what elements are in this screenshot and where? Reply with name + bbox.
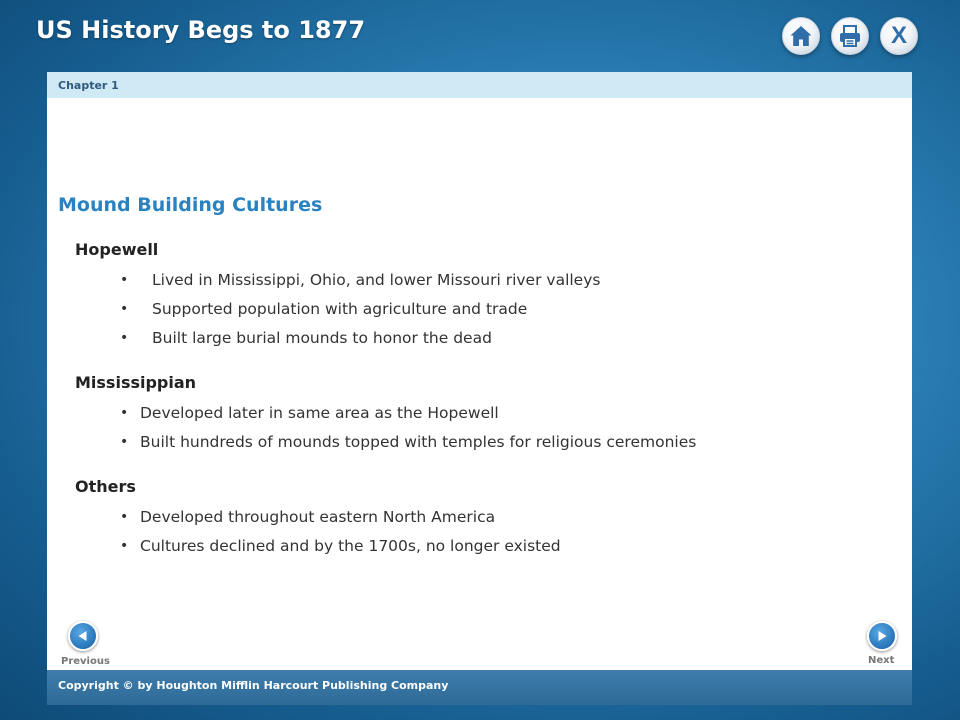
copyright-footer: Copyright © by Houghton Mifflin Harcourt Publishing Company (47, 670, 912, 705)
bullet-list (75, 266, 892, 353)
slide-heading: Mound Building Cultures (58, 194, 323, 216)
section-mississippian (75, 373, 892, 457)
bullet-item: • Built hundreds of mounds topped with temples for religious ceremonies (75, 428, 892, 457)
content-panel (47, 72, 912, 670)
bullet-list (75, 503, 892, 561)
app-title: US History Begs to 1877 (36, 16, 366, 44)
section-title: Mississippian (75, 373, 197, 392)
bullet-item: • Lived in Mississippi, Ohio, and lower Missouri river valleys (75, 266, 892, 295)
next-label[interactable]: Next (868, 655, 895, 666)
home-icon (789, 24, 813, 48)
close-button[interactable] (880, 17, 918, 55)
section-list (75, 240, 892, 581)
close-icon: X (890, 22, 907, 49)
toolbar (782, 17, 918, 55)
arrow-left-icon (76, 629, 90, 643)
print-button[interactable] (831, 17, 869, 55)
previous-label[interactable]: Previous (61, 656, 110, 667)
section-title: Hopewell (75, 240, 159, 259)
bullet-item: • Cultures declined and by the 1700s, no longer existed (75, 532, 892, 561)
section-title: Others (75, 477, 136, 496)
bullet-item: • Built large burial mounds to honor the dead (75, 324, 892, 353)
previous-button[interactable] (68, 621, 98, 651)
chapter-label: Chapter 1 (47, 72, 912, 98)
bullet-item: • Developed later in same area as the Hopewell (75, 399, 892, 428)
bullet-item: • Supported population with agriculture and trade (75, 295, 892, 324)
next-button[interactable] (867, 621, 897, 651)
printer-icon (838, 24, 862, 48)
section-hopewell (75, 240, 892, 353)
bullet-list (75, 399, 892, 457)
arrow-right-icon (875, 629, 889, 643)
home-button[interactable] (782, 17, 820, 55)
bullet-item: • Developed throughout eastern North America (75, 503, 892, 532)
section-others (75, 477, 892, 561)
